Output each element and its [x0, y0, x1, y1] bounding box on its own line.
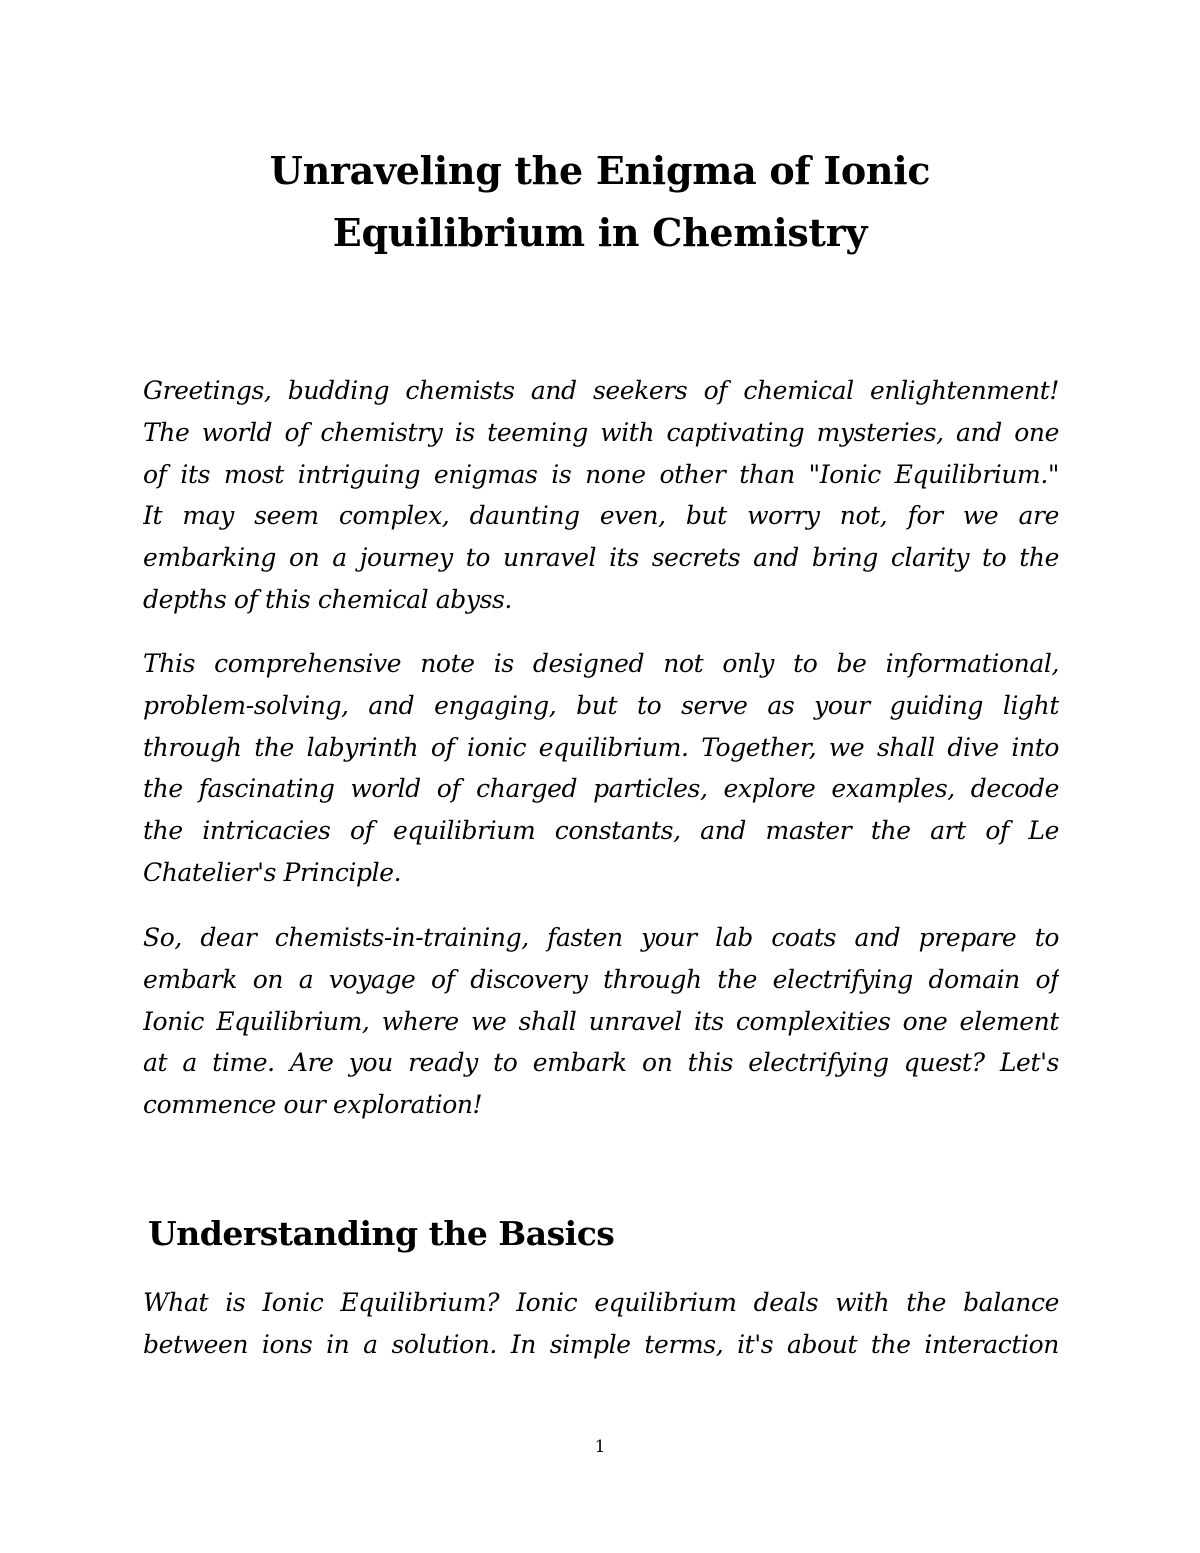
page-number: 1	[594, 1437, 606, 1457]
text-line: Ionic Equilibrium, where we shall unravel its complexities one element	[143, 1006, 1059, 1036]
document-title	[120, 140, 1080, 264]
text-line: of its most intriguing enigmas is none other than "Ionic Equilibrium."	[143, 459, 1059, 489]
text-line: at a time. Are you ready to embark on this electrifying quest? Let's	[143, 1048, 1059, 1078]
text-line: the intricacies of equilibrium constants, and master the art of Le	[143, 816, 1059, 846]
closing-paragraph	[143, 917, 1059, 1126]
text-line: Chatelier's Principle.	[143, 857, 402, 887]
section-heading: Understanding the Basics	[148, 1214, 615, 1253]
purpose-paragraph	[143, 643, 1059, 894]
text-line: This comprehensive note is designed not only to be informational,	[143, 649, 1059, 678]
section-paragraph	[143, 1282, 1059, 1366]
title-line-1: Unraveling the Enigma of Ionic	[269, 148, 931, 193]
text-line: embark on a voyage of discovery through the electrifying domain of	[143, 964, 1059, 994]
text-line: embarking on a journey to unravel its secrets and bring clarity to the	[143, 543, 1059, 573]
intro-paragraph	[143, 370, 1059, 621]
text-line: Greetings, budding chemists and seekers of chemical enlightenment!	[143, 376, 1059, 405]
text-line: problem-solving, and engaging, but to serve as your guiding light	[143, 690, 1059, 720]
text-line: commence our exploration!	[143, 1090, 483, 1120]
text-line: The world of chemistry is teeming with captivating mysteries, and one	[143, 417, 1059, 447]
text-line: What is Ionic Equilibrium? Ionic equilibrium deals with the balance	[143, 1288, 1059, 1317]
title-line-2: Equilibrium in Chemistry	[332, 210, 868, 255]
text-line: through the labyrinth of ionic equilibrium. Together, we shall dive into	[143, 732, 1059, 762]
text-line: depths of this chemical abyss.	[143, 584, 512, 614]
text-line: So, dear chemists-in-training, fasten your lab coats and prepare to	[143, 923, 1059, 952]
text-line: the fascinating world of charged particles, explore examples, decode	[143, 774, 1059, 804]
text-line: between ions in a solution. In simple terms, it's about the interaction	[143, 1329, 1059, 1359]
text-line: It may seem complex, daunting even, but worry not, for we are	[143, 501, 1059, 531]
